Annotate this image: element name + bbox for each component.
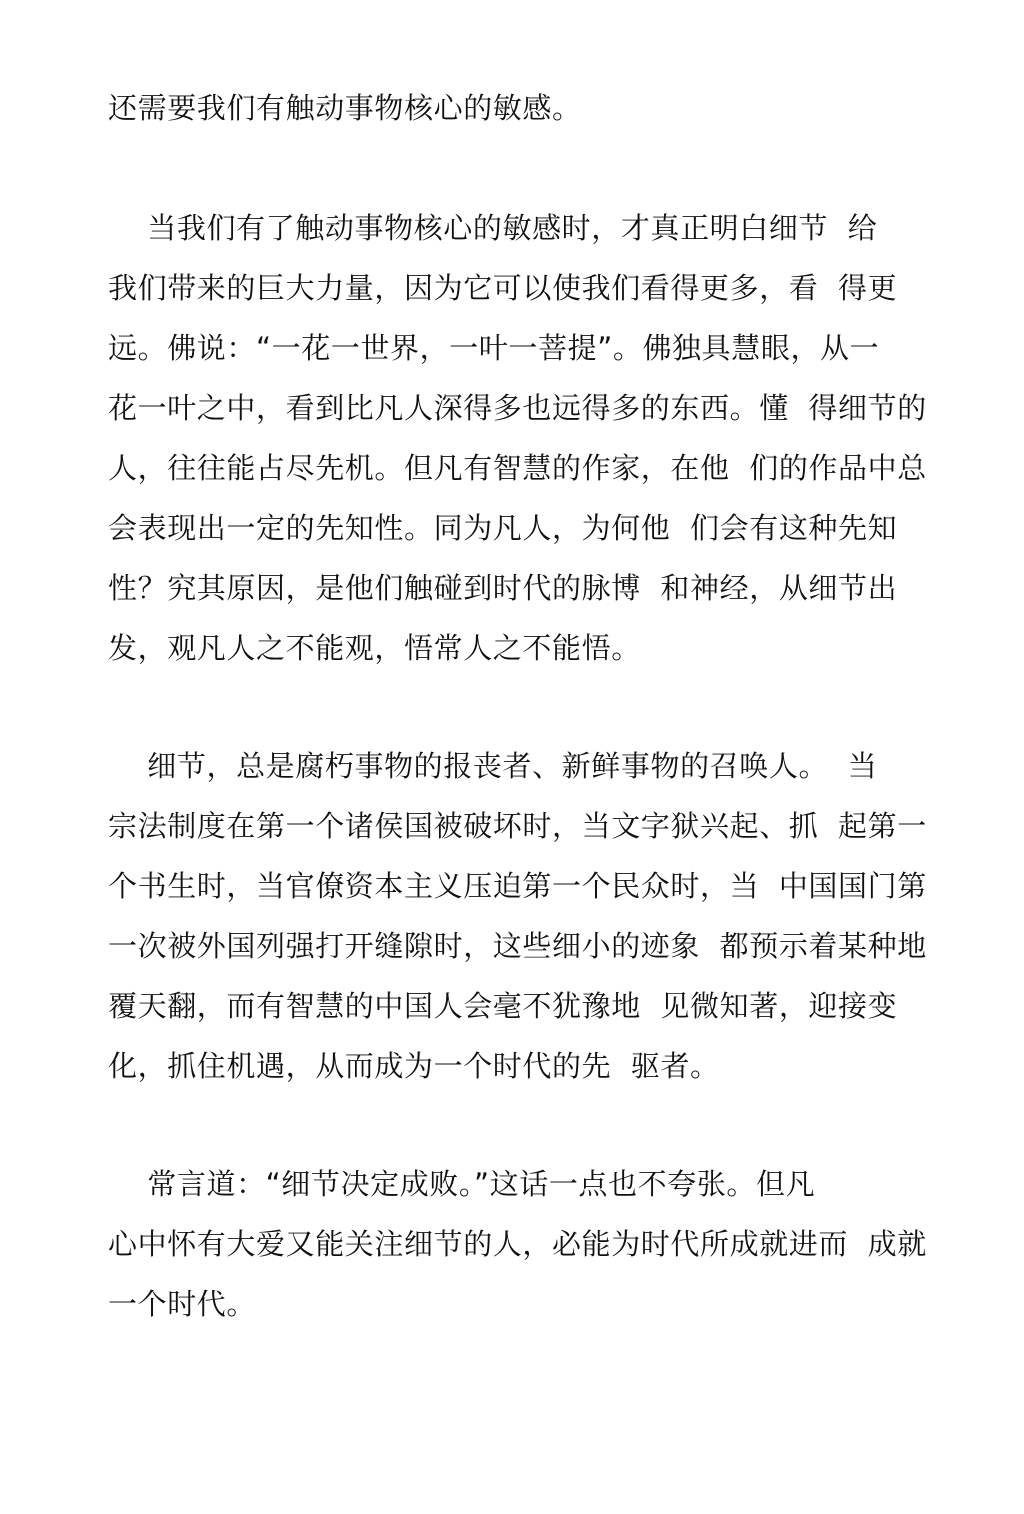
paragraph-2-line-8: 发，观凡人之不能观，悟常人之不能悟。: [108, 631, 641, 665]
paragraph-4-line-1: 常言道：“细节决定成败。”这话一点也不夸张。但凡: [108, 1167, 816, 1201]
paragraph-1-line-1: 还需要我们有触动事物核心的敏感。: [108, 91, 582, 125]
paragraph-3-line-3: 个书生时，当官僚资本主义压迫第一个民众时，当 中国国门第: [108, 869, 927, 903]
paragraph-2-line-6: 会表现出一定的先知性。同为凡人，为何他 们会有这种先知: [108, 511, 898, 545]
paragraph-2-line-1: 当我们有了触动事物核心的敏感时，才真正明白细节 给: [108, 211, 878, 245]
paragraph-2-line-2: 我们带来的巨大力量，因为它可以使我们看得更多，看 得更: [108, 271, 898, 305]
paragraph-4-line-2: 心中怀有大爱又能关注细节的人，必能为时代所成就进而 成就: [108, 1227, 927, 1261]
paragraph-3-line-4: 一次被外国列强打开缝隙时，这些细小的迹象 都预示着某种地: [108, 929, 927, 963]
paragraph-2-line-7: 性？究其原因，是他们触碰到时代的脉博 和神经，从细节出: [108, 571, 898, 605]
paragraph-2-line-3: 远。佛说：“一花一世界，一叶一菩提”。佛独具慧眼，从一: [108, 331, 880, 365]
paragraph-3-line-6: 化，抓住机遇，从而成为一个时代的先 驱者。: [108, 1049, 720, 1083]
paragraph-2-line-4: 花一叶之中，看到比凡人深得多也远得多的东西。懂 得细节的: [108, 391, 927, 425]
paragraph-2-line-5: 人，往往能占尽先机。但凡有智慧的作家，在他 们的作品中总: [108, 451, 927, 485]
paragraph-3-line-1: 细节，总是腐朽事物的报丧者、新鲜事物的召唤人。 当: [108, 749, 878, 783]
paragraph-4-line-3: 一个时代。: [108, 1287, 257, 1321]
paragraph-3-line-2: 宗法制度在第一个诸侯国被破坏时，当文字狱兴起、抓 起第一: [108, 809, 927, 843]
paragraph-3-line-5: 覆天翻，而有智慧的中国人会毫不犹豫地 见微知著，迎接变: [108, 989, 898, 1023]
